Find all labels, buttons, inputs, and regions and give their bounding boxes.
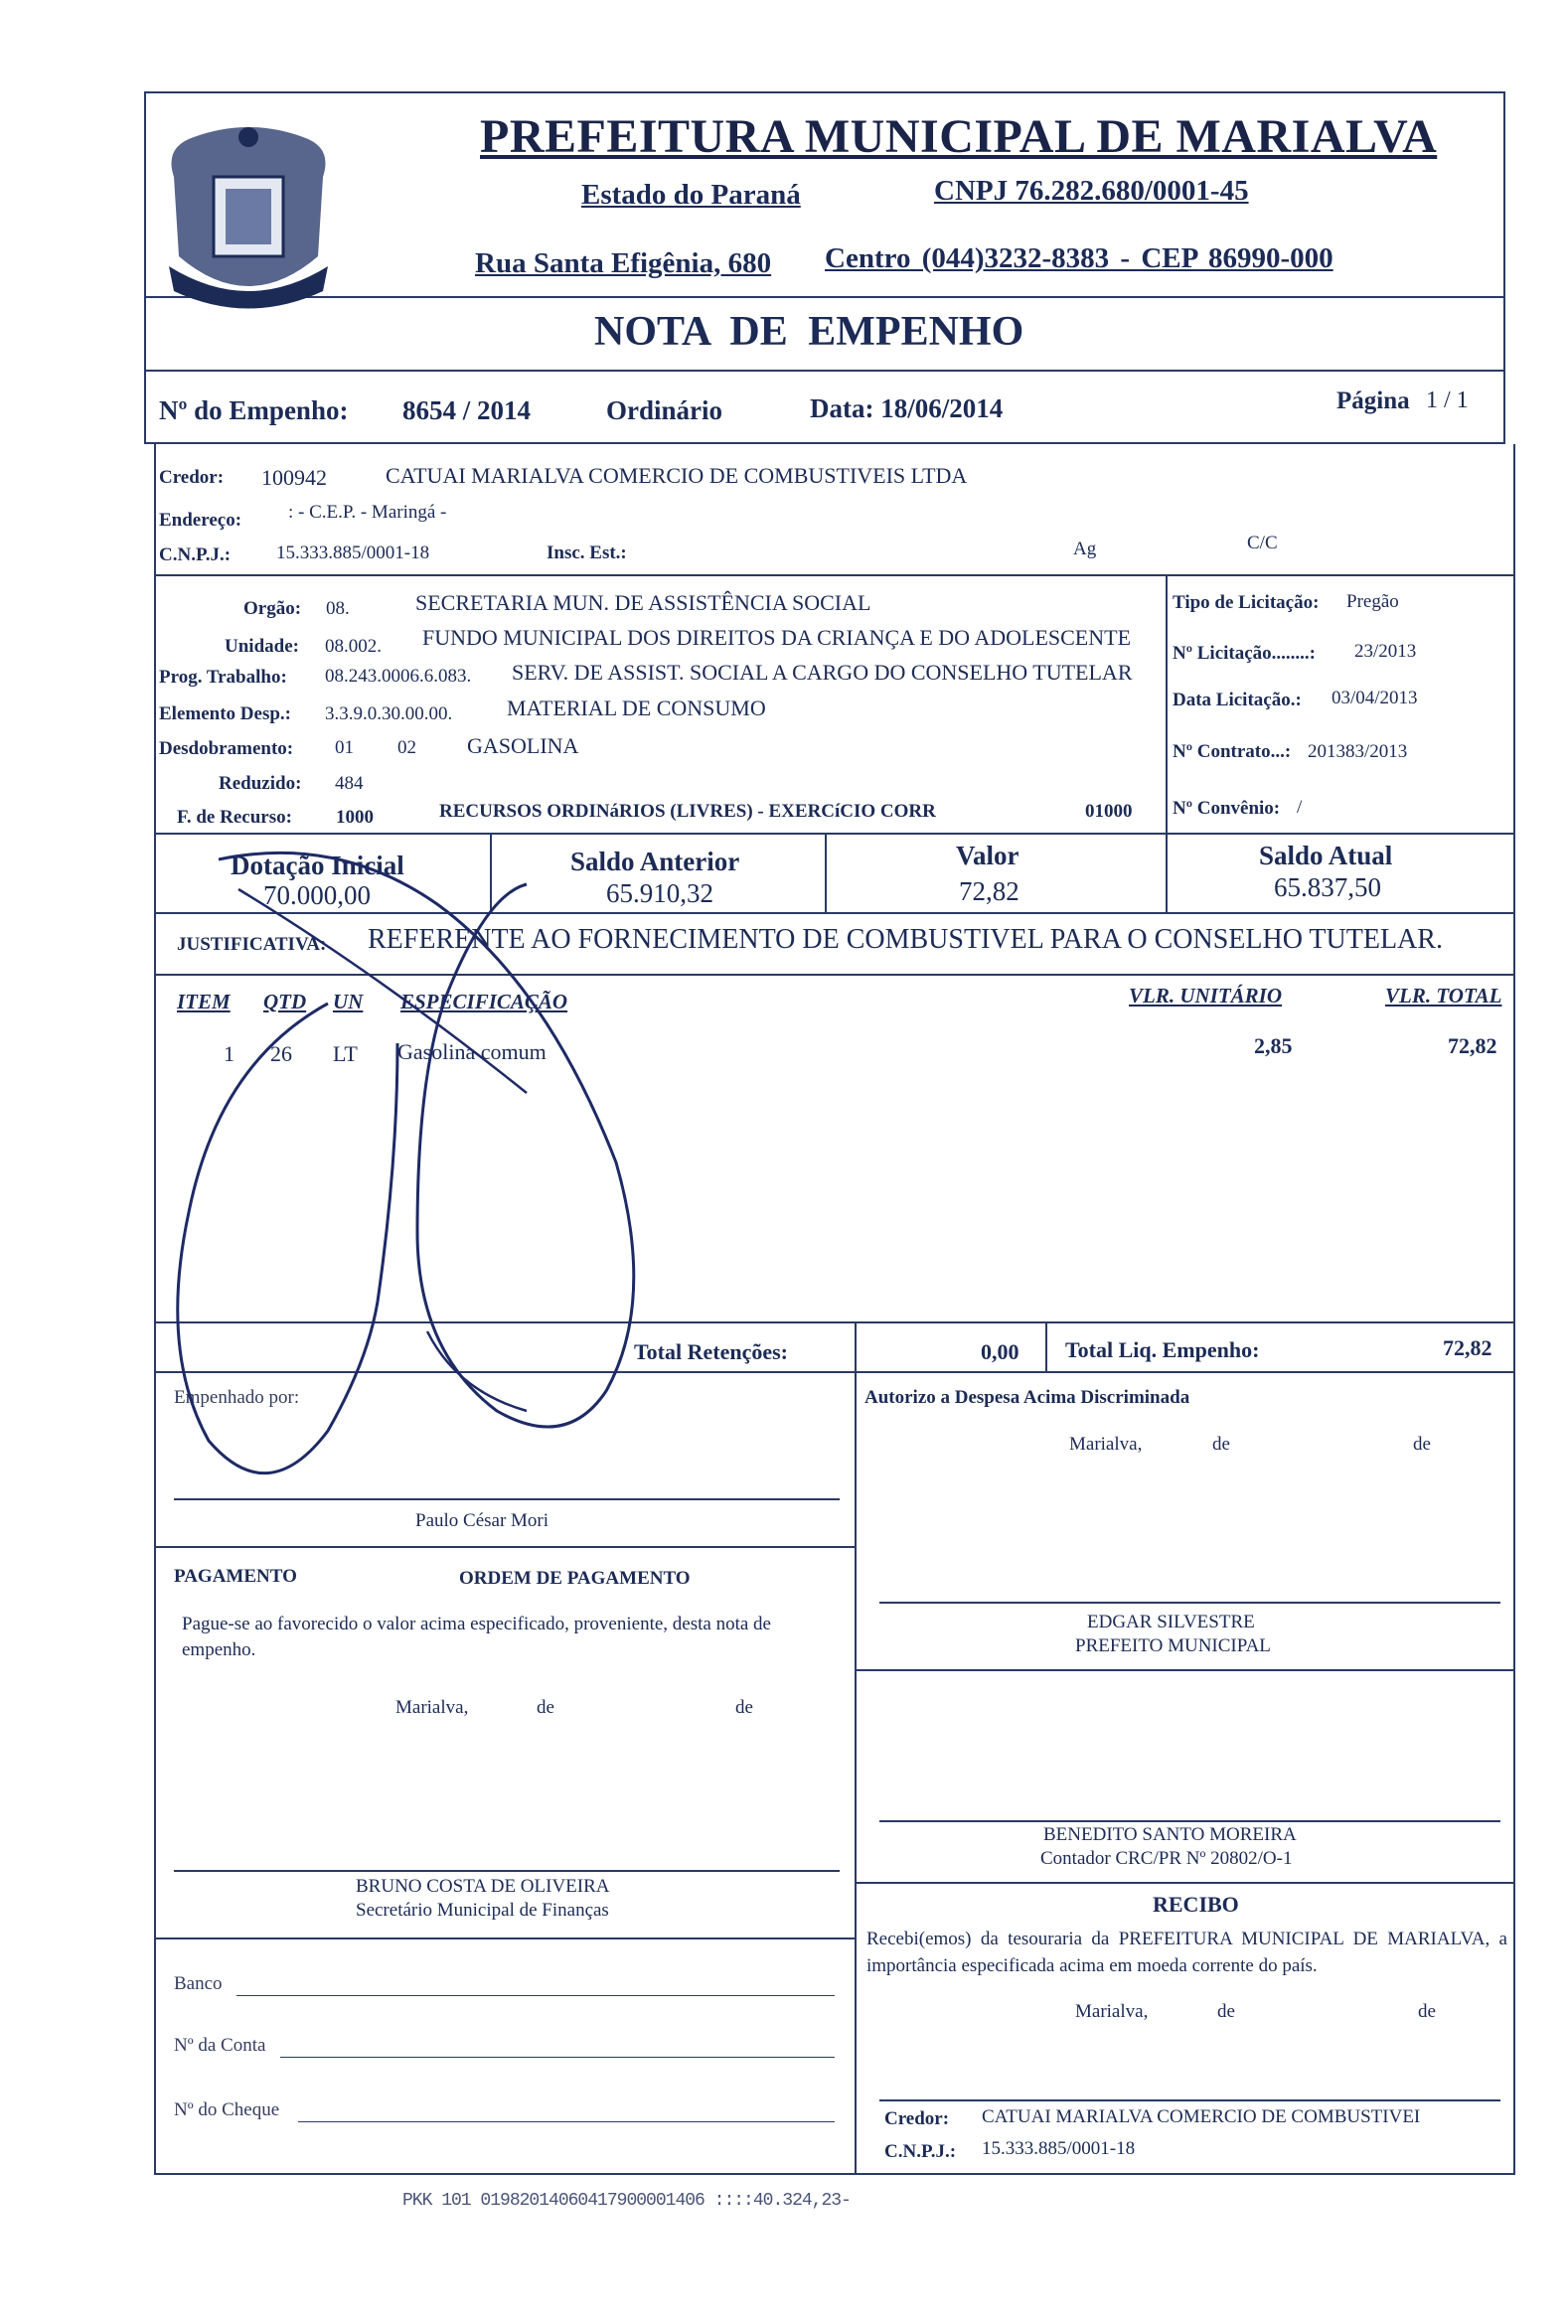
handwritten-signature — [119, 835, 676, 1510]
dotacao-inicial-value: 70.000,00 — [263, 880, 371, 910]
endereco-label: Endereço: — [159, 510, 242, 531]
convenio-label: Nº Convênio: — [1173, 798, 1281, 819]
prefeito-cargo: PREFEITO MUNICIPAL — [1075, 1635, 1271, 1656]
valor-value: 72,82 — [959, 876, 1019, 906]
conta-label: Nº da Conta — [174, 2035, 266, 2056]
recibo-cnpj-label: C.N.P.J.: — [884, 2141, 957, 2162]
recibo-credor-value: CATUAI MARIALVA COMERCIO DE COMBUSTIVEI — [982, 2106, 1421, 2127]
pagamento-text: Pague-se ao favorecido o valor acima especificado, proveniente, desta nota de empenho. — [182, 1614, 771, 1660]
street-label: Rua Santa Efigênia, 680 — [475, 247, 772, 279]
insc-est-label: Insc. Est.: — [547, 542, 627, 563]
convenio-value: / — [1297, 797, 1303, 818]
empenho-label: Nº do Empenho: — [159, 395, 349, 425]
document-title: NOTA DE EMPENHO — [594, 309, 1024, 355]
desdobramento-name: GASOLINA — [467, 733, 579, 758]
valor-label: Valor — [956, 841, 1019, 870]
fonte-recurso-code: 1000 — [336, 807, 374, 828]
footer-barcode-text: PKK 101 01982014060417900001406 ::::40.324,23- — [402, 2191, 851, 2211]
page-number: 1 / 1 — [1426, 387, 1469, 413]
agencia-label: Ag — [1073, 539, 1097, 559]
prefeito-nome: EDGAR SILVESTRE — [1087, 1612, 1255, 1632]
saldo-anterior-label: Saldo Anterior — [570, 847, 740, 876]
page-label: Página — [1336, 387, 1410, 414]
total-retencoes-label: Total Retenções: — [634, 1339, 788, 1364]
cnpj-credor-value: 15.333.885/0001-18 — [276, 542, 430, 563]
justificativa-label: JUSTIFICATIVA: — [177, 934, 327, 955]
saldo-atual-label: Saldo Atual — [1259, 841, 1393, 870]
credor-name: CATUAI MARIALVA COMERCIO DE COMBUSTIVEIS LTDA — [386, 463, 968, 488]
unidade-name: FUNDO MUNICIPAL DOS DIREITOS DA CRIANÇA E DO ADOLESCENTE — [422, 625, 1132, 650]
licitacao-number-value: 23/2013 — [1354, 641, 1417, 662]
pagamento-de2: de — [735, 1697, 753, 1718]
pagamento-city: Marialva, — [395, 1697, 469, 1718]
unidade-label: Unidade: — [225, 636, 299, 657]
row-item: 1 — [224, 1041, 235, 1066]
endereco-value: : - C.E.P. - Maringá - — [288, 502, 447, 523]
col-vlr-unitario: VLR. UNITÁRIO — [1129, 984, 1283, 1007]
unidade-code: 08.002. — [325, 636, 382, 657]
secretario-nome: BRUNO COSTA DE OLIVEIRA — [356, 1876, 610, 1897]
tipo-licitacao-value: Pregão — [1346, 591, 1399, 612]
prog-trabalho-label: Prog. Trabalho: — [159, 667, 287, 688]
justificativa-text: REFERENTE AO FORNECIMENTO DE COMBUSTIVEL PARA O CONSELHO TUTELAR. — [368, 924, 1443, 955]
desdobramento-code1: 01 — [335, 737, 354, 758]
elemento-code: 3.3.9.0.30.00.00. — [325, 703, 453, 724]
cnpj-credor-label: C.N.P.J.: — [159, 544, 232, 565]
credor-code: 100942 — [261, 465, 327, 490]
reduzido-label: Reduzido: — [219, 773, 302, 794]
credor-label: Credor: — [159, 467, 225, 488]
total-retencoes-value: 0,00 — [981, 1339, 1019, 1364]
saldo-anterior-value: 65.910,32 — [606, 878, 713, 908]
row-vlr-unitario: 2,85 — [1254, 1033, 1293, 1058]
recibo-de2: de — [1418, 2001, 1436, 2022]
col-qtd: QTD — [263, 990, 307, 1013]
col-especificacao: ESPECIFICAÇÃO — [400, 990, 568, 1013]
recibo-text: Recebi(emos) da tesouraria da PREFEITURA MUNICIPAL DE MARIALVA, a importância especificada acima em moeda corrente do país. — [866, 1929, 1507, 1976]
empenho-number: 8654 / 2014 — [402, 395, 532, 425]
conta-corrente-label: C/C — [1247, 533, 1278, 553]
elemento-label: Elemento Desp.: — [159, 703, 291, 724]
saldo-atual-value: 65.837,50 — [1274, 872, 1381, 902]
orgao-code: 08. — [326, 598, 350, 619]
total-liquido-value: 72,82 — [1443, 1335, 1492, 1360]
elemento-name: MATERIAL DE CONSUMO — [507, 696, 766, 720]
data-licitacao-label: Data Licitação.: — [1173, 690, 1302, 710]
fonte-recurso-label: F. de Recurso: — [177, 807, 292, 828]
prog-trabalho-code: 08.243.0006.6.083. — [325, 666, 472, 687]
page-title: PREFEITURA MUNICIPAL DE MARIALVA — [480, 110, 1438, 163]
contrato-value: 201383/2013 — [1308, 741, 1408, 762]
contador-cargo: Contador CRC/PR Nº 20802/O-1 — [1040, 1848, 1293, 1869]
contrato-label: Nº Contrato...: — [1173, 741, 1292, 762]
state-label: Estado do Paraná — [581, 179, 801, 211]
empenhado-por-label: Empenhado por: — [174, 1387, 300, 1408]
secretario-cargo: Secretário Municipal de Finanças — [356, 1900, 609, 1921]
address-label: Centro (044)3232-8383 - CEP 86990-000 — [825, 242, 1333, 274]
licitacao-number-label: Nº Licitação........: — [1173, 643, 1316, 664]
banco-label: Banco — [174, 1973, 223, 1994]
autorizo-de1: de — [1212, 1434, 1230, 1455]
empenho-type: Ordinário — [606, 395, 723, 425]
fonte-recurso-name: RECURSOS ORDINáRIOS (LIVRES) - EXERCíCIO CORR — [439, 801, 936, 822]
row-un: LT — [333, 1041, 358, 1066]
municipal-crest-logo — [154, 117, 343, 316]
cnpj-label: CNPJ 76.282.680/0001-45 — [934, 175, 1249, 207]
pagamento-label: PAGAMENTO — [174, 1566, 297, 1587]
prog-trabalho-name: SERV. DE ASSIST. SOCIAL A CARGO DO CONSELHO TUTELAR — [512, 660, 1133, 685]
recibo-title: RECIBO — [1153, 1892, 1239, 1917]
col-item: ITEM — [177, 990, 231, 1013]
recibo-city: Marialva, — [1075, 2001, 1149, 2022]
data-licitacao-value: 03/04/2013 — [1332, 688, 1418, 708]
orgao-name: SECRETARIA MUN. DE ASSISTÊNCIA SOCIAL — [415, 590, 871, 615]
desdobramento-code2: 02 — [397, 737, 416, 758]
autorizo-city: Marialva, — [1069, 1434, 1143, 1455]
tipo-licitacao-label: Tipo de Licitação: — [1173, 592, 1320, 613]
recibo-cnpj-value: 15.333.885/0001-18 — [982, 2138, 1136, 2159]
autorizo-despesa: Autorizo a Despesa Acima Discriminada — [864, 1387, 1190, 1408]
desdobramento-label: Desdobramento: — [159, 738, 294, 759]
orgao-label: Orgão: — [243, 598, 302, 619]
contador-nome: BENEDITO SANTO MOREIRA — [1043, 1824, 1297, 1845]
recibo-de1: de — [1217, 2001, 1235, 2022]
row-especificacao: Gasolina comum — [397, 1039, 547, 1064]
total-liquido-label: Total Liq. Empenho: — [1065, 1337, 1260, 1362]
col-vlr-total: VLR. TOTAL — [1385, 984, 1502, 1007]
fonte-recurso-code2: 01000 — [1085, 801, 1133, 822]
recibo-credor-label: Credor: — [884, 2108, 950, 2129]
autorizo-de2: de — [1413, 1434, 1431, 1455]
dotacao-inicial-label: Dotação Inicial — [231, 851, 404, 880]
ordem-pagamento-label: ORDEM DE PAGAMENTO — [459, 1568, 691, 1589]
empenho-date: Data: 18/06/2014 — [810, 393, 1004, 423]
pagamento-de1: de — [537, 1697, 554, 1718]
cheque-label: Nº do Cheque — [174, 2099, 280, 2120]
empenhado-por-nome: Paulo César Mori — [415, 1510, 549, 1531]
col-un: UN — [333, 990, 364, 1013]
row-qtd: 26 — [270, 1041, 292, 1066]
row-vlr-total: 72,82 — [1448, 1033, 1497, 1058]
reduzido-value: 484 — [335, 773, 364, 794]
